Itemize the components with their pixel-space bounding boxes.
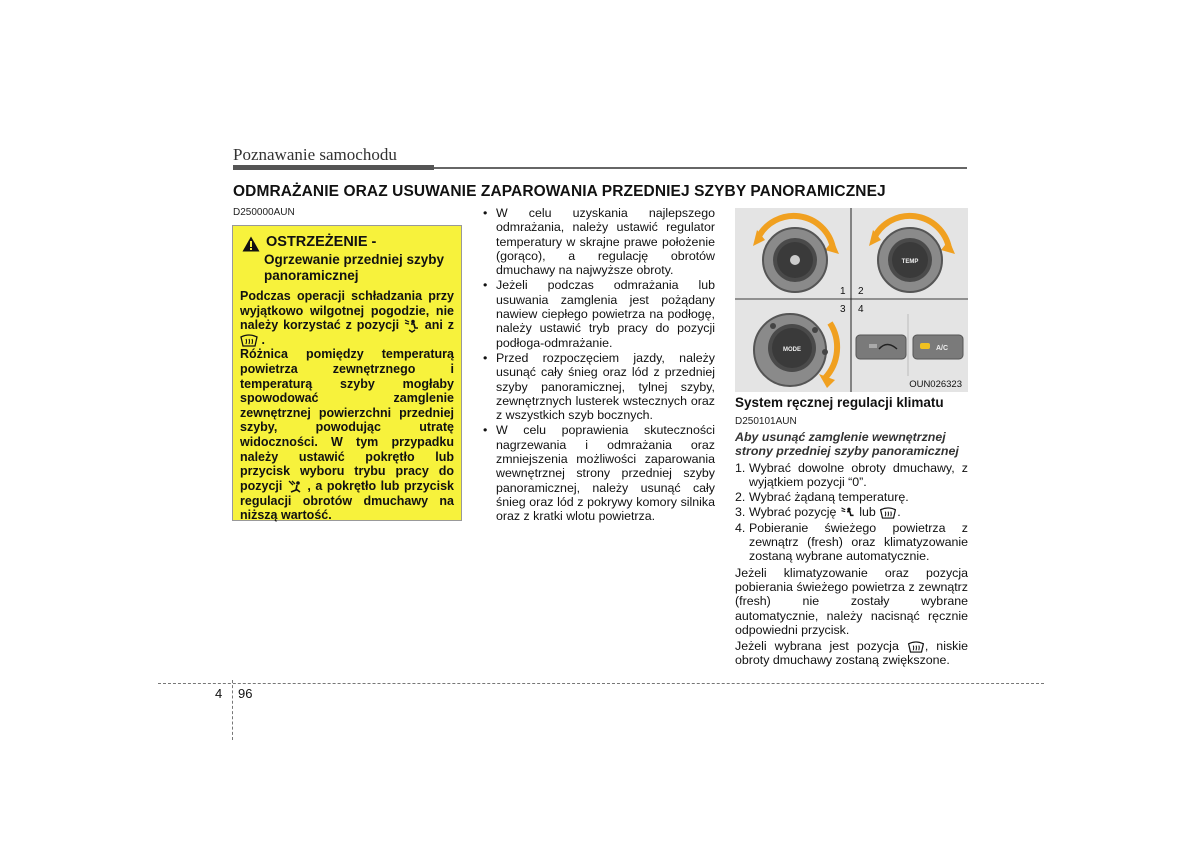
step-list xyxy=(735,461,968,564)
warning-title: OSTRZEŻENIE - xyxy=(266,234,377,250)
ac-button xyxy=(913,335,963,359)
figure-label-1: 1 xyxy=(840,286,846,297)
figure-label-4: 4 xyxy=(858,304,864,315)
floor-defrost-mode-icon xyxy=(287,480,303,494)
figure-code: OUN026323 xyxy=(909,379,962,390)
page-number: 96 xyxy=(238,686,253,701)
bullet-list xyxy=(482,206,715,524)
fan-speed-knob xyxy=(753,216,839,292)
list-item: • W celu poprawienia skuteczności nagrzewania i odmrażania oraz zmniejszenia możliwości zaparowania wewnętrznej strony przedniej szyby panoramicznej, należy usunąć cały śnieg oraz lód z pokrywy komory silnika oraz z kratki wlotu powietrza. xyxy=(482,423,715,523)
header-title: Poznawanie samochodu xyxy=(233,145,397,164)
footer-divider xyxy=(232,680,233,740)
header-rule xyxy=(434,167,967,169)
climate-control-figure xyxy=(735,208,968,392)
step-item: 4. Pobieranie świeżego powietrza z zewnątrz (fresh) oraz klimatyzowanie zostaną wybrane automatycznie. xyxy=(735,520,968,564)
floor-defrost-icon xyxy=(404,319,420,333)
figure-label-3: 3 xyxy=(840,304,846,315)
windshield-defrost-icon xyxy=(879,507,897,519)
section-code: D250000AUN xyxy=(233,207,295,218)
header-bar xyxy=(233,165,434,170)
climate-control-illustration xyxy=(735,208,968,392)
manual-code: D250101AUN xyxy=(735,416,797,427)
warning-triangle-icon xyxy=(242,236,260,252)
manual-climate-heading: System ręcznej regulacji klimatu xyxy=(735,395,944,410)
manual-paragraph-2: Jeżeli wybrana jest pozycja , niskie obroty dmuchawy zostaną zwiększone. xyxy=(735,639,968,668)
manual-subheading: Aby usunąć zamglenie wewnętrznej strony przedniej szyby panoramicznej xyxy=(735,430,959,459)
windshield-defrost-icon xyxy=(907,641,925,653)
floor-defrost-mode-icon xyxy=(840,507,856,520)
warning-paragraph-1: Podczas operacji schładzania przy wyjątkowo wilgotnej pogodzie, nie należy korzystać z pozycji ani z . xyxy=(240,289,454,347)
step-item: 2. Wybrać żądaną temperaturę. xyxy=(735,490,909,505)
chapter-number: 4 xyxy=(215,686,223,701)
manual-column xyxy=(735,430,968,668)
list-item: • Przed rozpoczęciem jazdy, należy usunąć cały śnieg oraz lód z przedniej szyby panoramicznej, tylnej szyby, zewnętrznych lusterek wstecznych oraz z wszystkich szyb bocznych. xyxy=(482,351,715,422)
figure-label-2: 2 xyxy=(858,286,864,297)
warning-paragraph-2: Różnica pomiędzy temperaturą powietrza zewnętrznego i temperaturą szyby mogłaby spowodować zamglenie zewnętrznej powierzchni przedniej szyby, powodując utratę widoczności. W tym przypadku należy ustawić pokrętło lub przycisk wyboru trybu pracy do pozycji , a pokrętło lub przycisk regulacji obrotów dmuchawy na niższą wartość. xyxy=(240,347,454,523)
step-item: 1. Wybrać dowolne obroty dmuchawy, z wyjątkiem pozycji “0”. xyxy=(735,460,968,489)
manual-paragraph-1: Jeżeli klimatyzowanie oraz pozycja pobierania świeżego powietrza z zewnątrz (fresh) nie zostały wybrane automatycznie, należy nacisnąć ręcznie odpowiedni przycisk. xyxy=(735,565,968,637)
section-title: ODMRAŻANIE ORAZ USUWANIE ZAPAROWANIA PRZEDNIEJ SZYBY PANORAMICZNEJ xyxy=(233,183,886,200)
warning-body xyxy=(240,289,454,523)
bullet-column xyxy=(482,206,715,525)
temperature-knob xyxy=(869,216,955,292)
mode-knob-label: MODE xyxy=(783,347,801,353)
list-item: • Jeżeli podczas odmrażania lub usuwania zamglenia jest pożądany nawiew ciepłego powietrza na podłogę, należy ustawić tryb pracy do pozycji podłoga-odmrażanie. xyxy=(482,278,715,349)
warning-subtitle: Ogrzewanie przedniej szyby panoramicznej xyxy=(264,252,445,283)
temp-knob-label: TEMP xyxy=(901,259,919,265)
list-item: • W celu uzyskania najlepszego odmrażania, należy ustawić regulator temperatury w skrajne prawe położenie (gorąco), a regulację obrotów dmuchawy na najwyższe obroty. xyxy=(482,206,715,277)
warning-box xyxy=(232,225,462,521)
step-item: 3. Wybrać pozycję lub . xyxy=(735,505,901,520)
mode-knob xyxy=(754,314,837,388)
windshield-defrost-icon xyxy=(240,334,258,347)
air-intake-button xyxy=(856,335,906,359)
ac-button-label: A/C xyxy=(935,345,949,352)
footer-rule xyxy=(158,683,1044,684)
